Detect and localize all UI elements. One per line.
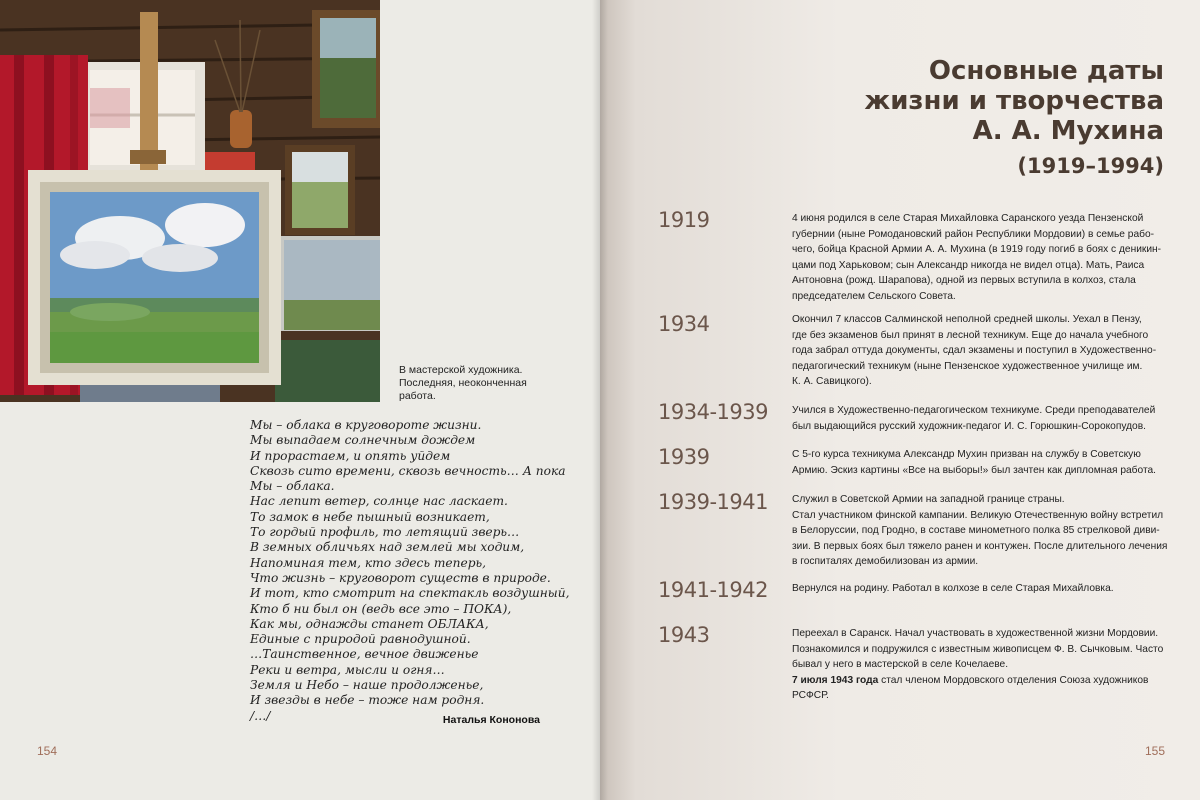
- text-line: С 5-го курса техникума Александр Мухин призван на службу в Советскую: [792, 449, 1141, 460]
- timeline-year: 1934: [658, 312, 710, 336]
- poem-line: В земных обличьях над землей мы ходим,: [250, 540, 525, 555]
- text-line: зии. В первых боях был тяжело ранен и контужен. После длительного лечения: [792, 540, 1168, 552]
- poem-line: И звезды в небе – тоже нам родня.: [250, 693, 485, 708]
- poem-line: Мы – облака.: [250, 479, 335, 494]
- timeline-text: [792, 447, 1170, 478]
- text-line: Антоновна (рожд. Шарапова), одной из первых вступила в колхоз, стала: [792, 275, 1136, 287]
- book-gutter: [592, 0, 608, 800]
- timeline-text: [792, 211, 1170, 305]
- poem-line: И тот, кто смотрит на спектакль воздушный,: [250, 586, 570, 601]
- poem-line: Мы – облака в круговороте жизни.: [250, 418, 482, 432]
- poem-line: Мы выпадаем солнечным дождем: [250, 433, 476, 448]
- text-line: [792, 673, 1170, 689]
- timeline-text: [792, 581, 1170, 597]
- text-line: 4 июня родился в селе Старая Михайловка Саранского уезда Пензенской: [792, 213, 1144, 224]
- text-line: Служил в Советской Армии на западной границе страны.: [792, 494, 1065, 505]
- bold-date: 7 июля 1943 года: [792, 674, 879, 686]
- text-line: К. А. Савицкого).: [792, 376, 872, 388]
- caption-line: Последняя, неоконченная: [399, 377, 527, 389]
- poem-line: Сквозь сито времени, сквозь вечность… А пока: [250, 463, 566, 478]
- poem-line: Кто б ни был он (ведь все это – ПОКА),: [250, 601, 512, 616]
- studio-photo: [0, 0, 380, 402]
- text-line: цами под Харьковом; сын Александр никогда не видел отца). Мать, Раиса: [792, 259, 1145, 271]
- text-line: председателем Сельского Совета.: [792, 290, 956, 302]
- caption-line: В мастерской художника.: [399, 364, 523, 376]
- text-line: чего, бойца Красной Армии А. А. Мухина (в 1919 году погиб в боях с деникин-: [792, 244, 1162, 256]
- poem-line: То гордый профиль, то летящий зверь…: [250, 525, 520, 540]
- text-line: Армию. Эскиз картины «Все на выборы!» был зачтен как дипломная работа.: [792, 464, 1157, 476]
- text-line: Учился в Художественно-педагогическом техникуме. Среди преподавателей: [792, 405, 1156, 416]
- timeline-year: 1939: [658, 445, 710, 469]
- poem-line: То замок в небе пышный возникает,: [250, 509, 490, 524]
- timeline-text: [792, 492, 1170, 570]
- poem-line: Как мы, однажды станет ОБЛАКА,: [250, 616, 489, 631]
- text-fragment: стал членом Мордовского отделения Союза художников: [878, 674, 1149, 686]
- poem-line: Напоминая тем, кто здесь теперь,: [250, 555, 487, 570]
- title-line: Основные даты: [928, 56, 1164, 86]
- poem-line: /…/: [250, 708, 271, 723]
- poem-line: Единые с природой равнодушной.: [250, 632, 471, 647]
- timeline-year: 1941-1942: [658, 578, 768, 602]
- timeline-year: 1939-1941: [658, 490, 768, 514]
- title-line: жизни и творчества: [864, 86, 1164, 116]
- text-line: года забрал оттуда документы, сдал экзамены и поступил в Художественно-: [792, 345, 1157, 357]
- poem-line: Нас лепит ветер, солнце нас ласкает.: [250, 494, 508, 509]
- text-line: Вернулся на родину. Работал в колхозе в селе Старая Михайловка.: [792, 583, 1114, 594]
- timeline-year: 1934-1939: [658, 400, 768, 424]
- poem-line: Реки и ветра, мысли и огня…: [250, 662, 445, 677]
- caption-line: работа.: [399, 390, 436, 402]
- text-line: где без экзаменов был принят в лесной техникум. Еще до начала учебного: [792, 329, 1149, 341]
- text-line: Окончил 7 классов Салминской неполной средней школы. Уехал в Пензу,: [792, 314, 1142, 325]
- life-years: (1919–1994): [1017, 154, 1164, 178]
- poem-author: Наталья Кононова: [442, 714, 540, 726]
- text-line: бывал у него в мастерской в селе Кочелаеве.: [792, 659, 1009, 671]
- text-line: Стал участником финской кампании. Великую Отечественную войну встретил: [792, 509, 1164, 521]
- text-line: в госпиталях демобилизован из армии.: [792, 556, 979, 568]
- timeline-text: [792, 312, 1170, 390]
- page-number-left: 154: [37, 744, 58, 758]
- timeline-year: 1943: [658, 623, 710, 647]
- text-line: в Белоруссии, под Гродно, в составе минометного полка 85 стрелковой диви-: [792, 525, 1160, 537]
- timeline-text: [792, 626, 1170, 704]
- timeline-text: [792, 403, 1170, 434]
- title-line: А. А. Мухина: [972, 116, 1164, 146]
- poem-line: …Таинственное, вечное движенье: [250, 647, 479, 662]
- poem-line: И прорастаем, и опять уйдем: [250, 448, 451, 463]
- timeline-year: 1919: [658, 208, 710, 232]
- photo-caption: [399, 364, 579, 403]
- text-line: педагогический техникум (ныне Пензенское художественное училище им.: [792, 360, 1143, 372]
- poem: [250, 418, 570, 724]
- page-number-right: 155: [1145, 744, 1166, 758]
- poem-line: Что жизнь – круговорот существ в природе.: [250, 570, 551, 585]
- page-title: [800, 56, 1164, 146]
- text-line: РСФСР.: [792, 690, 829, 702]
- text-line: Переехал в Саранск. Начал участвовать в художественной жизни Мордовии.: [792, 628, 1159, 639]
- text-line: губернии (ныне Ромодановский район Республики Мордовии) в семье рабо-: [792, 228, 1155, 240]
- poem-line: Земля и Небо – наше продолженье,: [250, 678, 484, 693]
- text-line: был выдающийся русский художник-педагог И. С. Горюшкин-Сорокопудов.: [792, 420, 1146, 432]
- text-line: Познакомился и подружился с известным живописцем Ф. В. Сычковым. Часто: [792, 643, 1164, 655]
